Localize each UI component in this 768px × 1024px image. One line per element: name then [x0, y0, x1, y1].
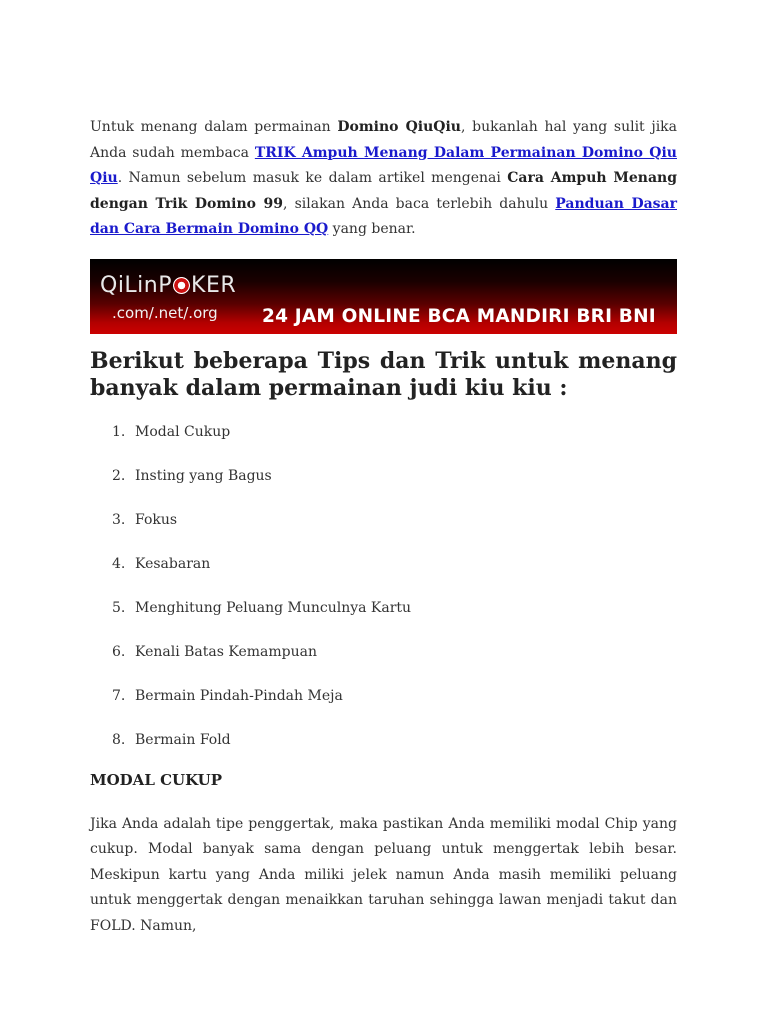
tips-heading: Berikut beberapa Tips dan Trik untuk menang banyak dalam permainan judi kiu kiu :	[90, 347, 677, 401]
banner-domains: .com/.net/.org	[112, 303, 218, 322]
list-item	[90, 422, 677, 466]
banner-tagline: 24 JAM ONLINE BCA MANDIRI BRI BNI	[262, 305, 656, 327]
intro-text-3: . Namun sebelum masuk ke dalam artikel mengenai	[117, 170, 508, 186]
list-item-number: 7.	[112, 687, 126, 704]
list-item	[90, 730, 677, 774]
list-item-number: 2.	[112, 467, 126, 484]
banner-logo	[100, 273, 236, 298]
poker-chip-icon	[173, 277, 190, 294]
article	[90, 115, 677, 939]
intro-text-5: yang benar.	[328, 221, 416, 237]
list-item	[90, 686, 677, 730]
list-item-number: 1.	[112, 423, 126, 440]
list-item	[90, 642, 677, 686]
list-item-label: Kesabaran	[135, 555, 211, 572]
list-item-number: 6.	[112, 643, 126, 660]
list-item-number: 3.	[112, 511, 126, 528]
list-item-label: Menghitung Peluang Munculnya Kartu	[135, 599, 412, 616]
link-panduan-dasar[interactable]: Panduan Dasar dan Cara Bermain Domino QQ	[90, 195, 677, 237]
intro-text-4: , silakan Anda baca terlebih dahulu	[283, 195, 556, 212]
intro-paragraph	[90, 115, 677, 243]
logo-text-start: QiLinP	[100, 272, 173, 298]
list-item-label: Bermain Pindah-Pindah Meja	[135, 687, 343, 704]
list-item-number: 8.	[112, 731, 126, 748]
list-item-label: Bermain Fold	[135, 731, 231, 748]
tips-list	[90, 422, 677, 774]
list-item	[90, 598, 677, 642]
list-item-number: 4.	[112, 555, 126, 572]
qilinpoker-banner[interactable]	[90, 259, 677, 334]
list-item-label: Insting yang Bagus	[135, 467, 272, 484]
list-item	[90, 466, 677, 510]
link-trik-ampuh[interactable]: TRIK Ampuh Menang Dalam Permainan Domino Qiu Qiu	[90, 144, 677, 186]
list-item-label: Modal Cukup	[135, 423, 231, 440]
list-item-label: Fokus	[135, 511, 178, 528]
intro-text-1: Untuk menang dalam permainan	[90, 119, 338, 135]
intro-bold-domino-qiuqiu: Domino QiuQiu	[337, 119, 461, 135]
list-item	[90, 510, 677, 554]
list-item-number: 5.	[112, 599, 126, 616]
list-item	[90, 554, 677, 598]
intro-text-2: , bukanlah hal yang sulit jika Anda sudah membaca	[90, 119, 677, 161]
list-item-label: Kenali Batas Kemampuan	[135, 643, 317, 660]
intro-bold-cara-ampuh: Cara Ampuh Menang dengan Trik Domino 99	[90, 170, 677, 212]
logo-text-end: KER	[191, 272, 237, 298]
section-title-modal-cukup: MODAL CUKUP	[90, 770, 222, 789]
section-body-paragraph: Jika Anda adalah tipe penggertak, maka pastikan Anda memiliki modal Chip yang cukup. Modal banyak sama dengan peluang untuk menggertak lebih besar. Meskipun kartu yang Anda miliki jelek namun Anda masih memiliki peluang untuk menggertak dengan menaikkan taruhan sehingga lawan menjadi takut dan FOLD. Namun,	[90, 815, 677, 934]
